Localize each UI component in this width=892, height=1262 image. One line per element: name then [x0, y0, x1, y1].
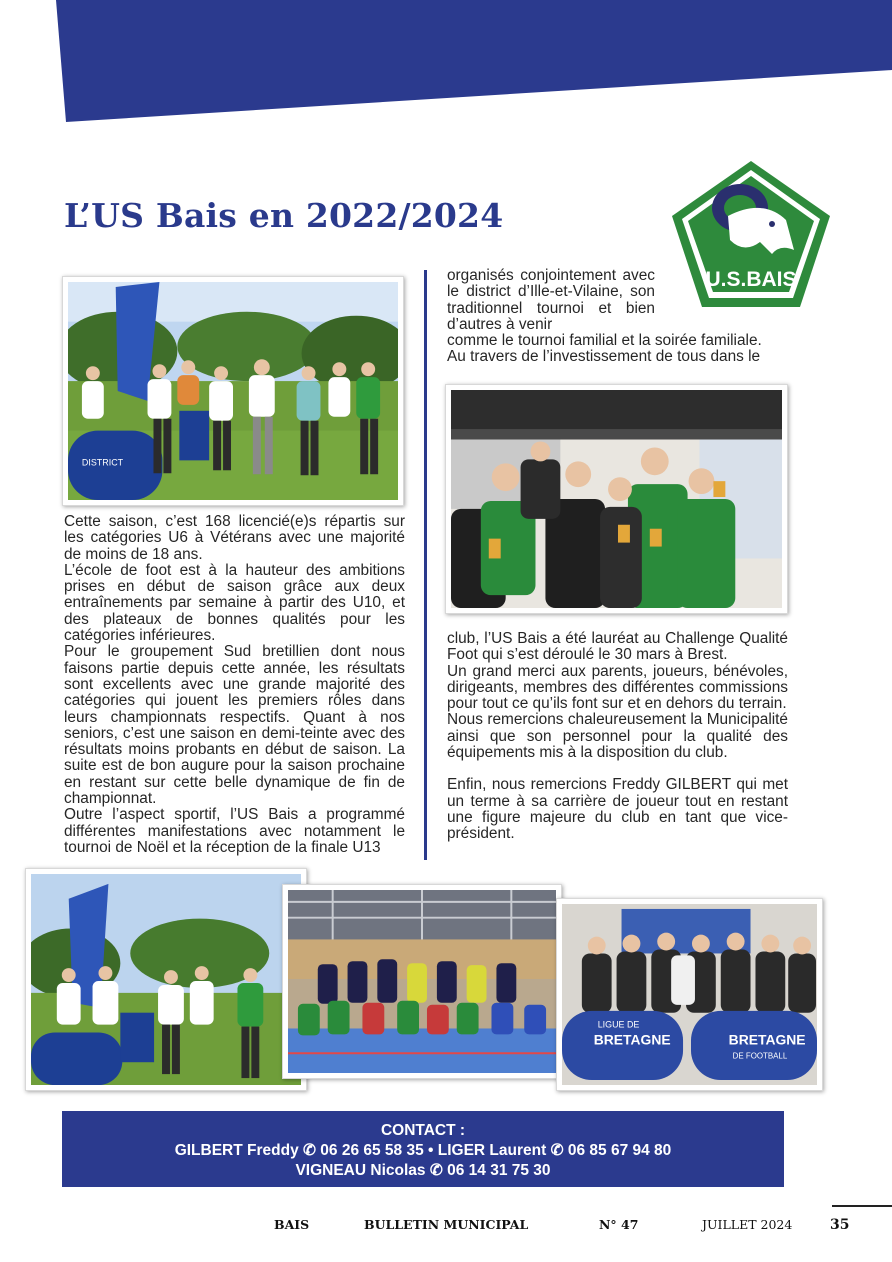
right-column-top-text — [447, 268, 655, 333]
contact-heading: CONTACT : — [380, 1122, 466, 1139]
paragraph: Nous remercions chaleureusement la Municipalité ainsi que son personnel pour la qualité des équipements mis à la disposition du club. — [447, 711, 788, 762]
page-number: 35 — [830, 1217, 850, 1233]
paragraph: Un grand merci aux parents, joueurs, bénévoles, dirigeants, membres des différentes commissions pour tout ce qu’ils font sur et en dehors du terrain. — [447, 662, 788, 713]
column-divider — [424, 270, 427, 860]
photo-officials-banner — [25, 868, 307, 1091]
logo-text: U.S.BAIS — [705, 268, 797, 291]
right-column-top-wide — [447, 333, 792, 366]
banner-text: DE FOOTBALL — [732, 1051, 788, 1061]
paragraph: L’école de foot est à la hauteur des ambitions prises en début de saison grâce aux deux entraînements par semaine à partir des U10, et des plateaux de bonnes qualités pour les catégories inférieures. — [64, 561, 405, 645]
contact-line: GILBERT Freddy ✆ 06 26 65 58 35 • LIGER Laurent ✆ 06 85 67 94 80 — [174, 1142, 672, 1159]
footer-town: BAIS — [274, 1217, 310, 1232]
paragraph: Outre l’aspect sportif, l’US Bais a programmé différentes manifestations avec notamment le tournoi de Noël et la réception de la finale U13 — [64, 806, 405, 856]
photo-ligue-award — [556, 898, 823, 1091]
banner-text: DISTRICT — [81, 457, 124, 468]
paragraph: Cette saison, c’est 168 licencié(e)s répartis sur les catégories U6 à Vétérans avec une majorité de moins de 18 ans. — [64, 513, 405, 563]
contact-box — [62, 1111, 784, 1187]
photo-youth-team — [282, 884, 562, 1079]
banner-text: LIGUE DE — [597, 1019, 640, 1030]
footer-issue: N° 47 — [599, 1217, 639, 1232]
paragraph: Pour le groupement Sud bretillien dont nous faisons partie depuis cette année, les résultats sont excellents avec une grande majorité des catégories qui jouent les premiers rôles dans leurs championnats respectifs. Quant à nos seniors, c’est une saison en demi-teinte avec des résultats moins probants en début de saison. La suite est de bon augure pour la saison prochaine en restant sur cette belle dynamique de fin de championnat. — [64, 643, 405, 808]
photo-officials-outdoor — [62, 276, 404, 506]
photo-tent-group — [445, 384, 788, 614]
paragraph: Enfin, nous remercions Freddy GILBERT qui met un terme à sa carrière de joueur tout en restant une figure majeure du club en tant que vice-président. — [447, 776, 788, 843]
footer-date: JUILLET 2024 — [702, 1217, 793, 1232]
contact-line: VIGNEAU Nicolas ✆ 06 14 31 75 30 — [295, 1162, 551, 1179]
page-title: L’US Bais en 2022/2024 — [64, 196, 504, 235]
paragraph: club, l’US Bais a été lauréat au Challenge Qualité Foot qui s’est déroulé le 30 mars à Brest. — [447, 630, 788, 664]
footer-rule — [832, 1205, 892, 1207]
paragraph-line: comme le tournoi familial et la soirée familiale. — [447, 332, 762, 349]
us-bais-logo — [668, 158, 834, 310]
paragraph: organisés conjointement avec le district d’Ille-et-Vilaine, son traditionnel tournoi et bien d’autres à venir — [447, 267, 655, 333]
top-banner — [0, 0, 892, 125]
right-column-text — [447, 631, 788, 843]
footer-bulletin: BULLETIN MUNICIPAL — [364, 1217, 529, 1232]
banner-text: BRETAGNE — [728, 1031, 806, 1048]
left-column-text — [64, 514, 405, 856]
banner-text: BRETAGNE — [593, 1031, 671, 1048]
paragraph-line: Au travers de l’investissement de tous dans le — [447, 348, 761, 366]
